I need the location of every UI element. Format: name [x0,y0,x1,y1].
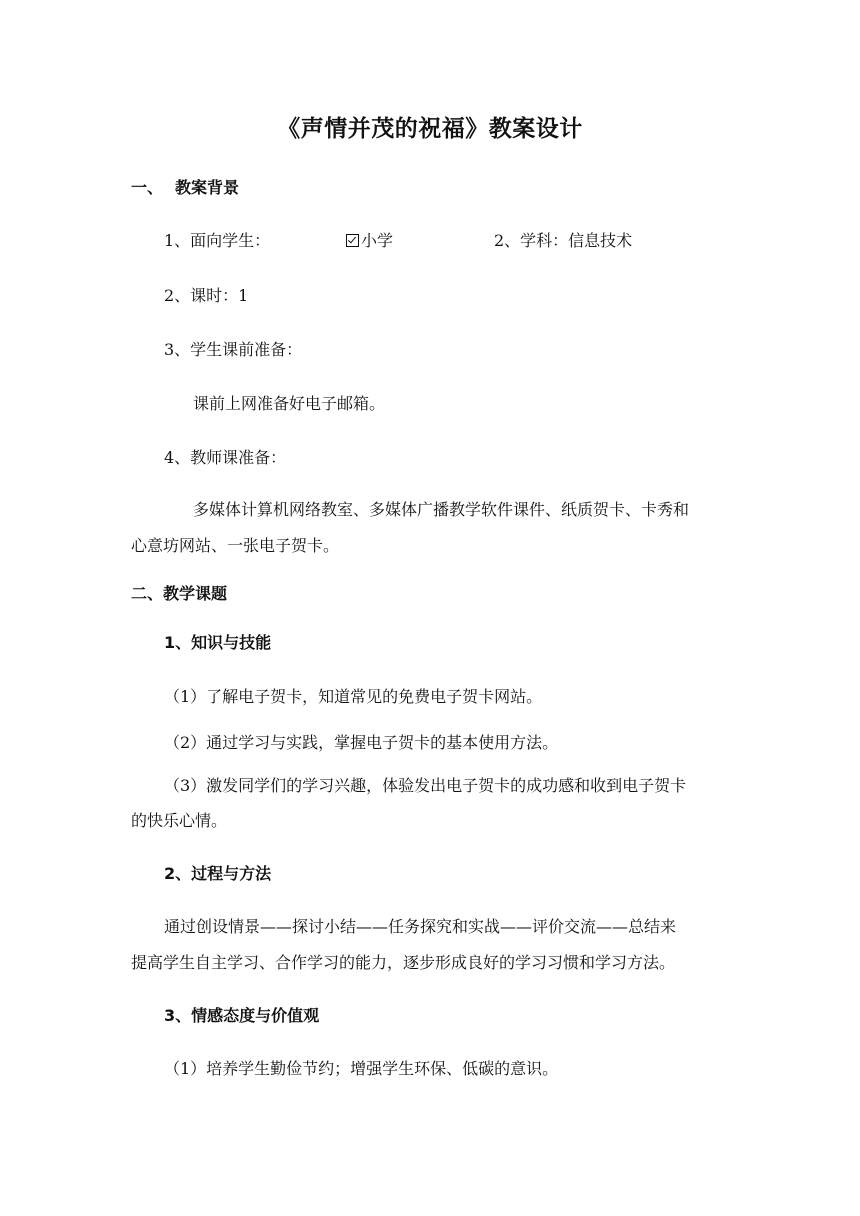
section1-heading-number: 一、 [131,178,164,197]
process-method-heading: 2、过程与方法 [164,864,272,883]
knowledge-skills-heading: 1、知识与技能 [164,633,272,652]
process-line1: 通过创设情景——探讨小结——任务探究和实战——评价交流——总结来 [164,917,677,936]
knowledge-item-1: （1）了解电子贺卡，知道常见的免费电子贺卡网站。 [164,687,543,706]
hours-line: 2、课时：1 [164,286,249,305]
student-prep-text: 课前上网准备好电子邮箱。 [193,394,386,413]
knowledge-item-2: （2）通过学习与实践，掌握电子贺卡的基本使用方法。 [164,733,559,752]
section2-heading: 二、教学课题 [131,584,228,603]
teacher-prep-label: 4、教师课准备： [164,448,287,467]
subject-line: 2、学科：信息技术 [494,231,633,250]
students-value: 小学 [361,231,394,250]
emotion-values-heading: 3、情感态度与价值观 [164,1006,320,1025]
student-prep-label: 3、学生课前准备： [164,340,303,359]
knowledge-item-3-line2: 的快乐心情。 [131,811,228,830]
process-line2: 提高学生自主学习、合作学习的能力，逐步形成良好的学习习惯和学习方法。 [131,953,676,972]
knowledge-item-3-line1: （3）激发同学们的学习兴趣，体验发出电子贺卡的成功感和收到电子贺卡 [164,776,687,795]
document-title: 《声情并茂的祝福》教案设计 [277,116,583,142]
teacher-prep-line2: 心意坊网站、一张电子贺卡。 [131,536,340,555]
students-option [346,231,393,251]
students-label: 1、面向学生： [164,231,271,250]
values-item-1: （1）培养学生勤俭节约；增强学生环保、低碳的意识。 [164,1059,559,1078]
checked-checkbox-icon [346,234,359,247]
section1-heading: 教案背景 [175,178,240,197]
teacher-prep-line1: 多媒体计算机网络教室、多媒体广播教学软件课件、纸质贺卡、卡秀和 [193,500,690,519]
